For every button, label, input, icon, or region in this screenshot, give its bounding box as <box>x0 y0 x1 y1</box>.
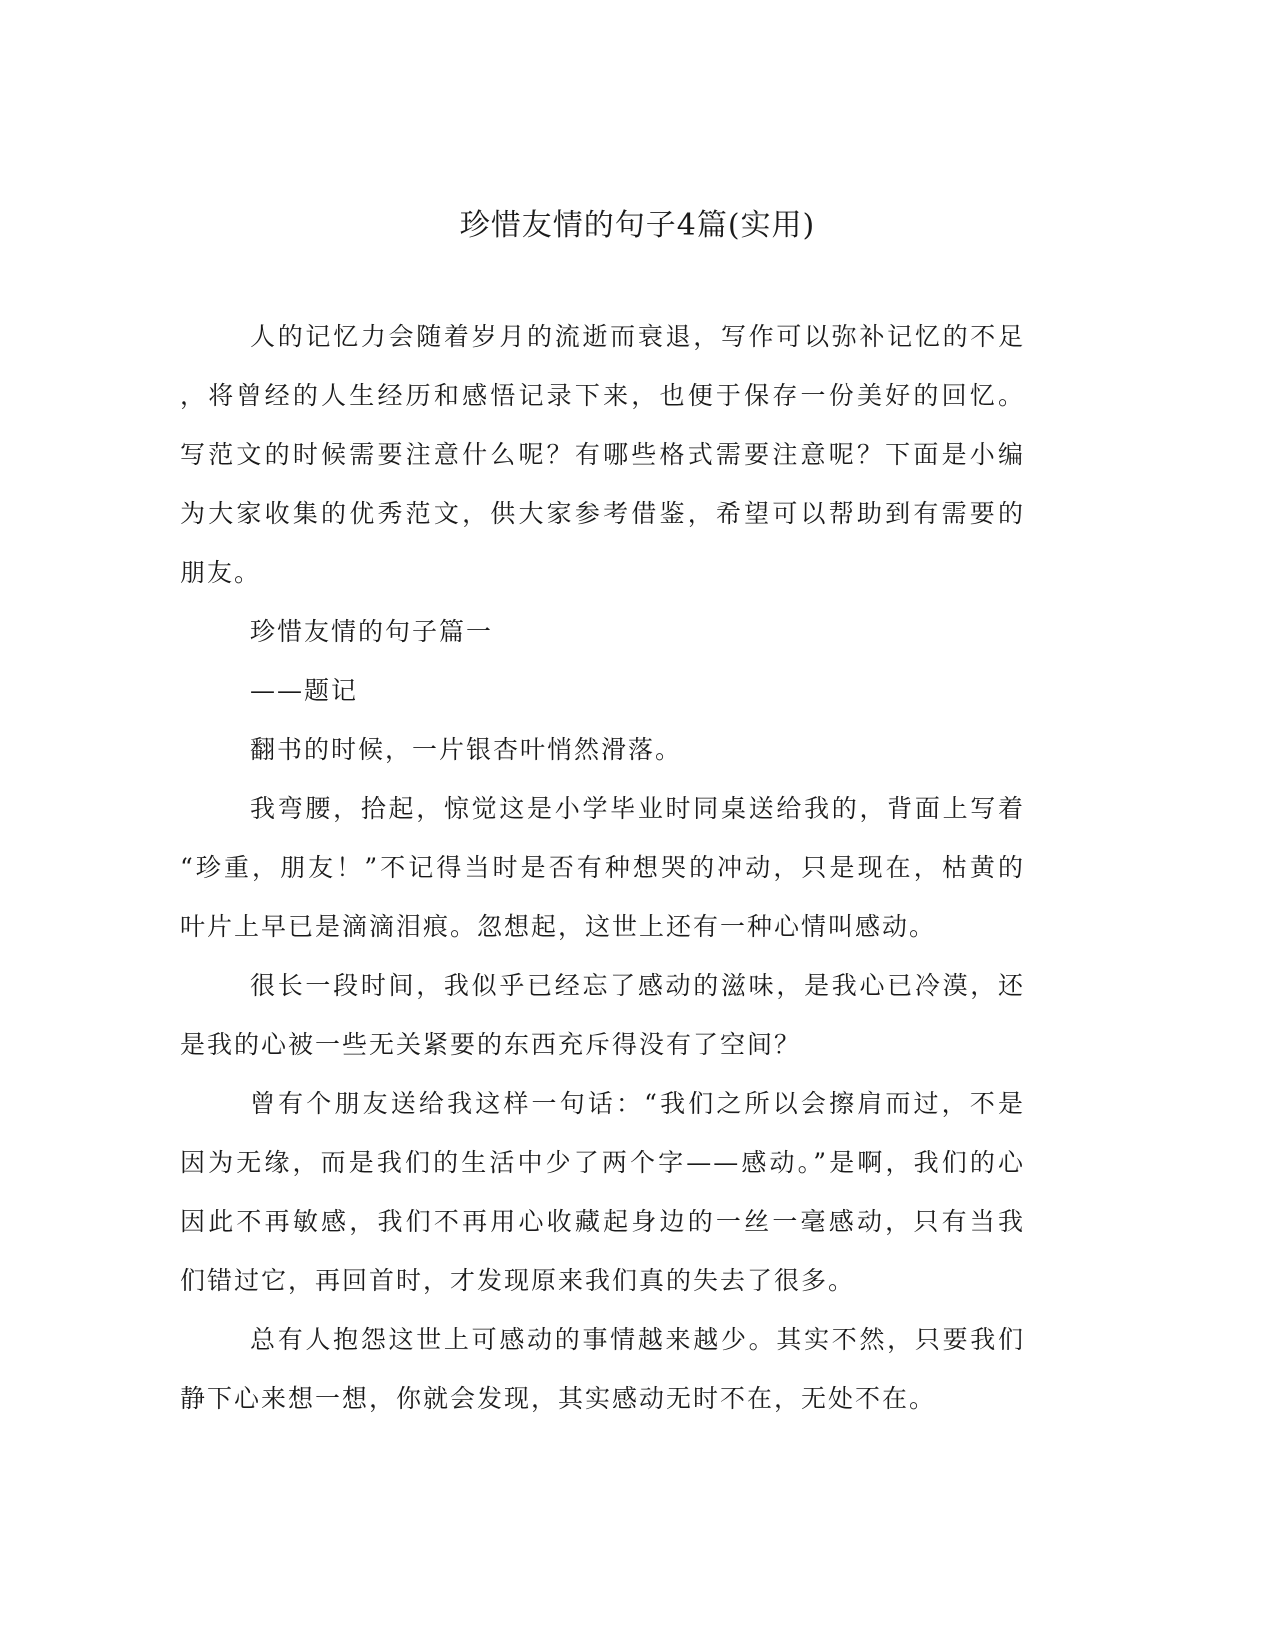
paragraph <box>180 313 1025 608</box>
paragraph <box>180 608 1025 667</box>
text-line: 翻书的时候，一片银杏叶悄然滑落。 <box>250 735 683 764</box>
text-line: 因为无缘，而是我们的生活中少了两个字——感动。”是啊，我们的心 <box>180 1148 1025 1177</box>
text-line: 珍惜友情的句子篇一 <box>250 617 494 646</box>
paragraph <box>180 667 1025 726</box>
text-line: ——题记 <box>250 676 359 705</box>
text-line: 静下心来想一想，你就会发现，其实感动无时不在，无处不在。 <box>180 1384 937 1413</box>
paragraph <box>180 1316 1025 1434</box>
paragraph <box>180 1080 1025 1316</box>
paragraph <box>180 785 1025 962</box>
text-line: 写范文的时候需要注意什么呢？有哪些格式需要注意呢？下面是小编 <box>180 440 1025 469</box>
paragraph <box>180 726 1025 785</box>
text-line: 是我的心被一些无关紧要的东西充斥得没有了空间？ <box>180 1030 802 1059</box>
text-line: 曾有个朋友送给我这样一句话：“我们之所以会擦肩而过，不是 <box>250 1089 1025 1118</box>
text-line: 叶片上早已是滴滴泪痕。忽想起，这世上还有一种心情叫感动。 <box>180 912 937 941</box>
text-line: ，将曾经的人生经历和感悟记录下来，也便于保存一份美好的回忆。 <box>180 381 1025 410</box>
document-title: 珍惜友情的句子4篇(实用) <box>459 208 816 243</box>
text-line: 我弯腰，拾起，惊觉这是小学毕业时同桌送给我的，背面上写着 <box>250 794 1025 823</box>
document-body <box>180 313 1025 1434</box>
paragraph <box>180 962 1025 1080</box>
text-line: 因此不再敏感，我们不再用心收藏起身边的一丝一毫感动，只有当我 <box>180 1207 1025 1236</box>
text-line: 们错过它，再回首时，才发现原来我们真的失去了很多。 <box>180 1266 856 1295</box>
text-line: 很长一段时间，我似乎已经忘了感动的滋味，是我心已冷漠，还 <box>250 971 1025 1000</box>
text-line: “珍重，朋友！”不记得当时是否有种想哭的冲动，只是现在，枯黄的 <box>180 853 1025 882</box>
text-line: 朋友。 <box>180 558 262 587</box>
text-line: 总有人抱怨这世上可感动的事情越来越少。其实不然，只要我们 <box>250 1325 1025 1354</box>
text-line: 为大家收集的优秀范文，供大家参考借鉴，希望可以帮助到有需要的 <box>180 499 1025 528</box>
text-line: 人的记忆力会随着岁月的流逝而衰退，写作可以弥补记忆的不足 <box>250 322 1025 351</box>
